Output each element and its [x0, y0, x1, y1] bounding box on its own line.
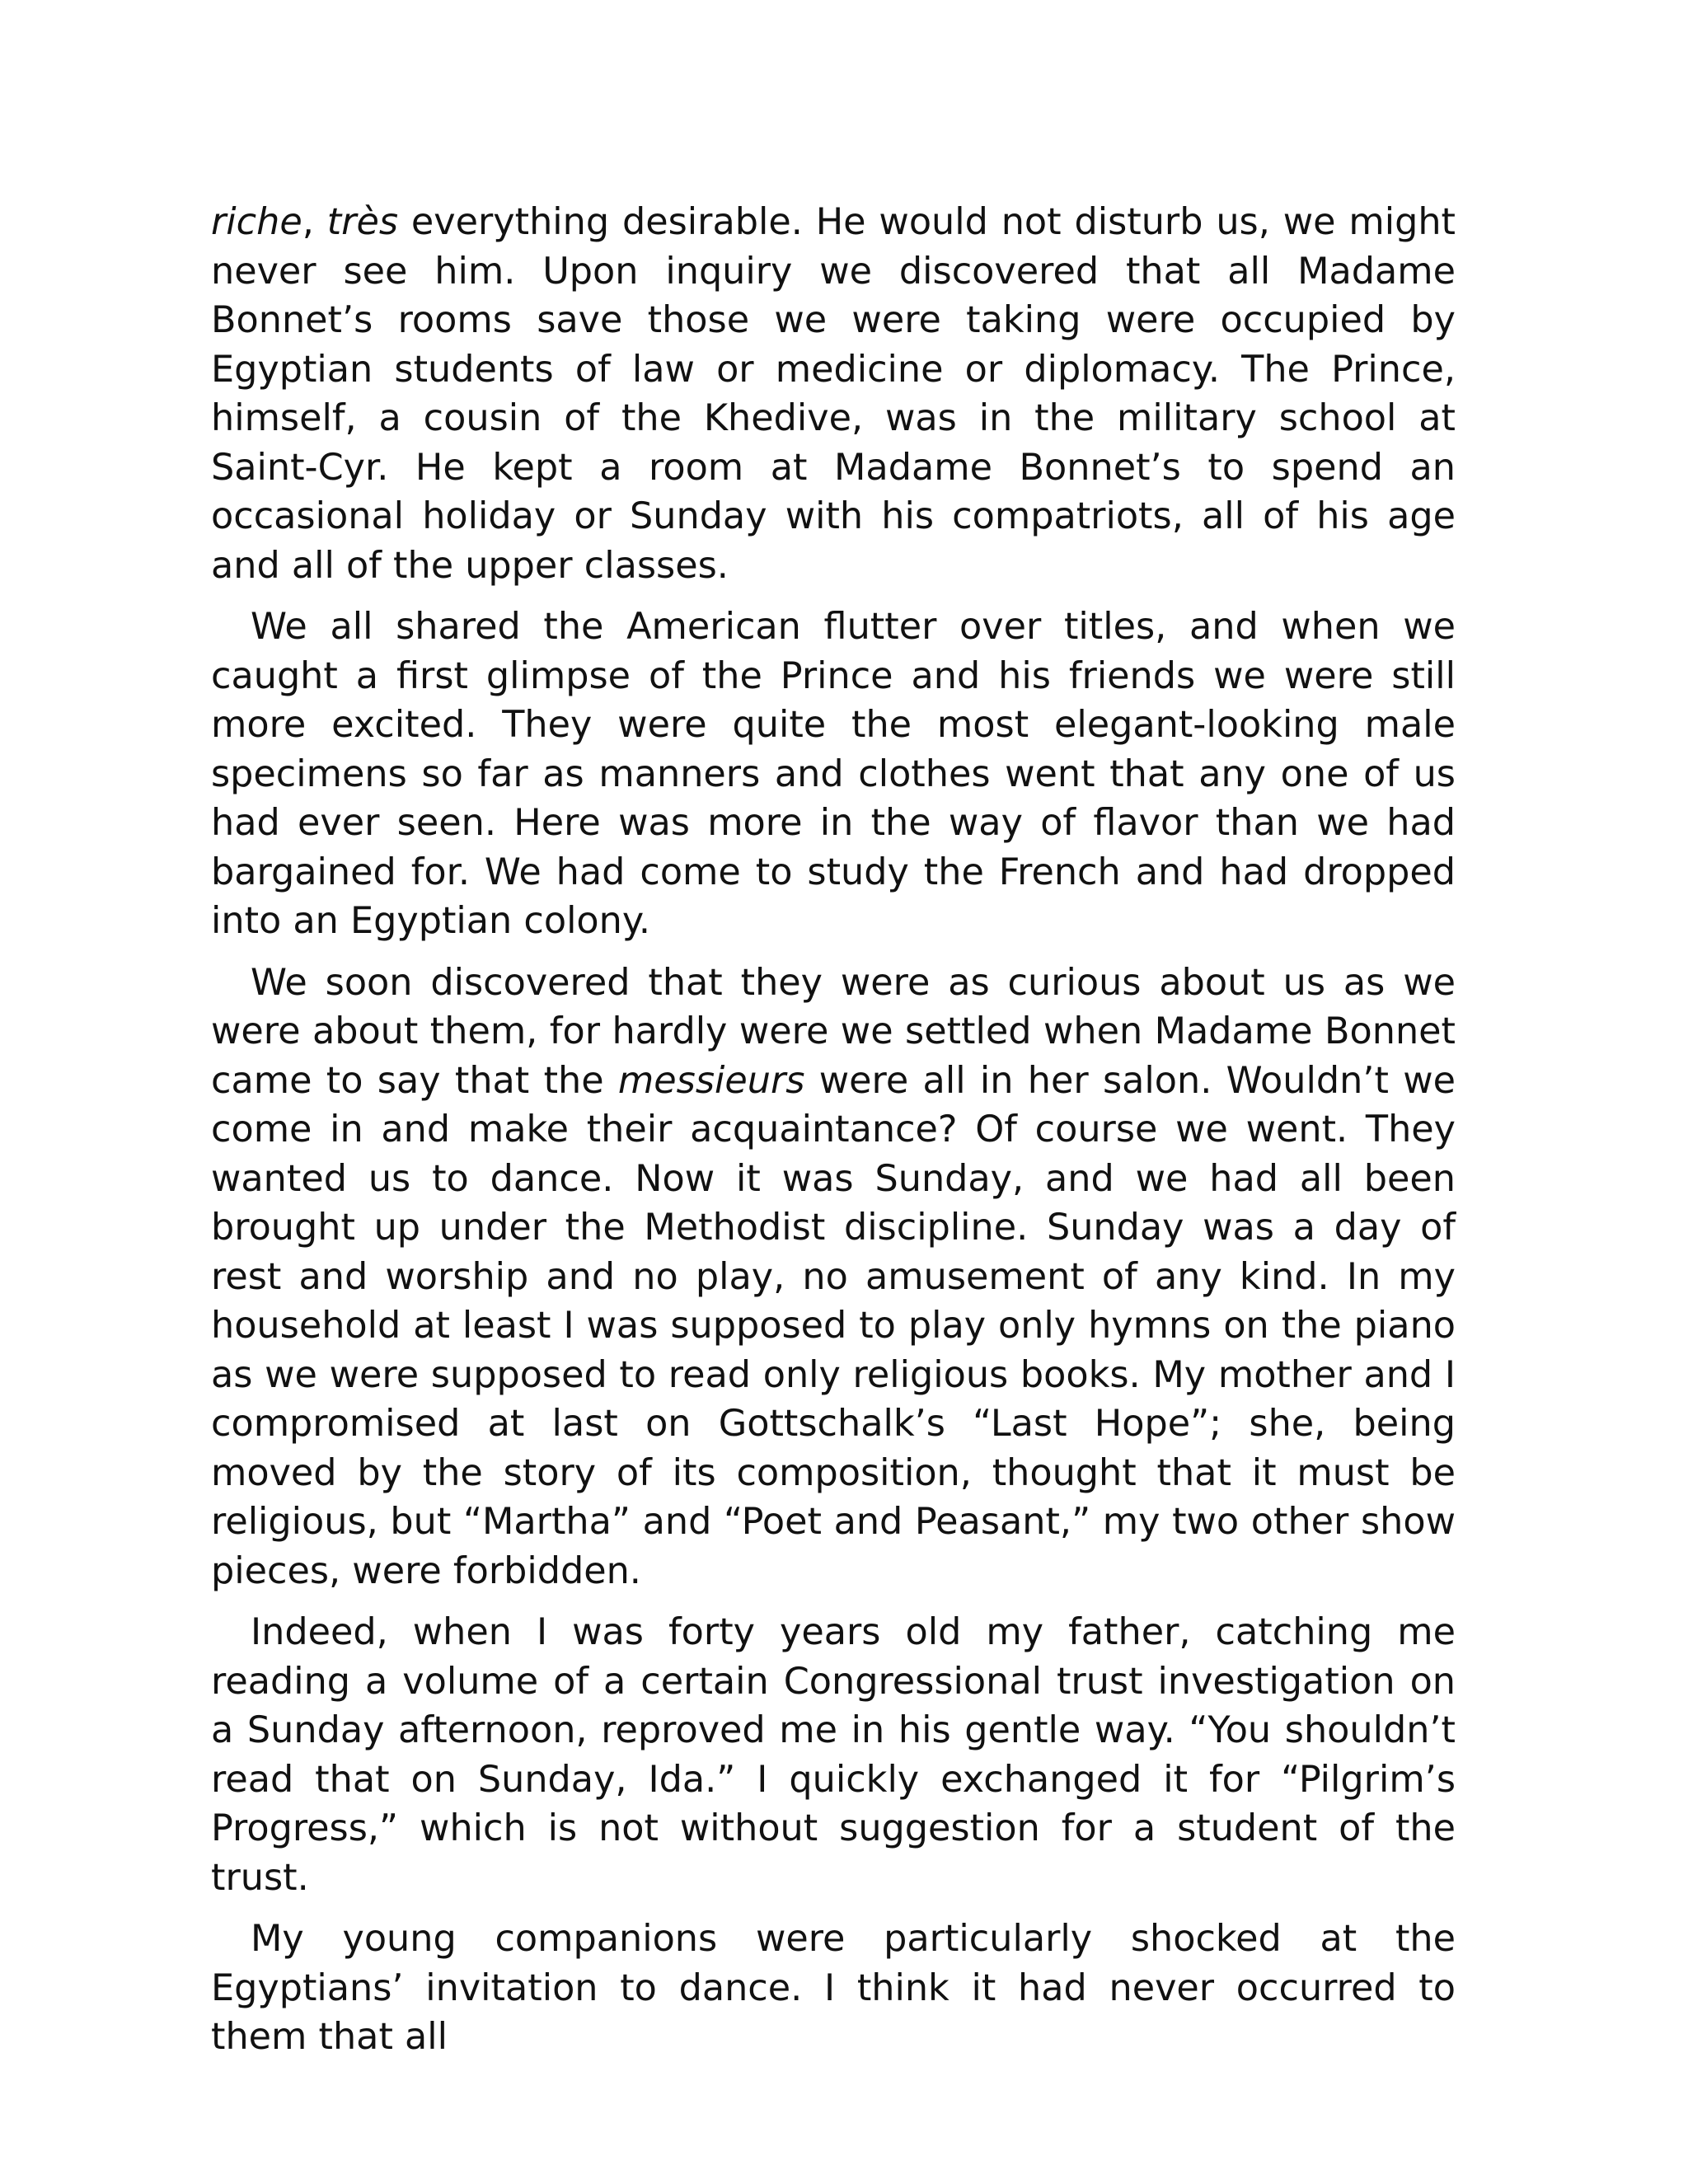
italic-text: très — [326, 201, 399, 243]
paragraph-3 — [211, 958, 1456, 1596]
paragraph-5 — [211, 1915, 1456, 2062]
text-run: My young companions were particularly shocked at the Egyptians’ invitation to dance. I think it had never occurred to them that all — [211, 1918, 1456, 2058]
text-run: were all in her salon. Wouldn’t we come in and make their acquaintance? Of course we went. They wanted us to dance. Now it was Sunday, and we had all been brought up under the Methodist discipline. Sunday was a day of rest and worship and no play, no amusement of any kind. In my household at least I was supposed to play only hymns on the piano as we were supposed to read only religious books. My mother and I compromised at last on Gottschalk’s “Last Hope”; she, being moved by the story of its composition, thought that it must be religious, but “Martha” and “Poet and Peasant,” my two other show pieces, were forbidden. — [211, 1059, 1456, 1592]
text-run: Indeed, when I was forty years old my father, catching me reading a volume of a certain Congressional trust investigation on a Sunday afternoon, reproved me in his gentle way. “You shouldn’t read that on Sunday, Ida.” I quickly exchanged it for “Pilgrim’s Progress,” which is not without suggestion for a student of the trust. — [211, 1611, 1456, 1899]
italic-text: messieurs — [617, 1059, 805, 1102]
text-run: We all shared the American flutter over titles, and when we caught a first glimpse of the Prince and his friends we were still more excited. They were quite the most elegant-looking male specimens so far as manners and clothes went that any one of us had ever seen. Here was more in the way of flavor than we had bargained for. We had come to study the French and had dropped into an Egyptian colony. — [211, 606, 1456, 942]
italic-text: riche — [211, 201, 302, 243]
page-body — [211, 198, 1456, 2062]
paragraph-1 — [211, 198, 1456, 590]
text-run: everything desirable. He would not disturb us, we might never see him. Upon inquiry we discovered that all Madame Bonnet’s rooms save those we were taking were occupied by Egyptian students of law or medicine or diplomacy. The Prince, himself, a cousin of the Khedive, was in the military school at Saint-Cyr. He kept a room at Madame Bonnet’s to spend an occasional holiday or Sunday with his compatriots, all of his age and all of the upper classes. — [211, 201, 1456, 587]
paragraph-4 — [211, 1608, 1456, 1902]
paragraph-2 — [211, 602, 1456, 946]
text-run: We soon discovered that they were as curious about us as we were about them, for hardly were we settled when Madame Bonnet came to say that the — [211, 961, 1456, 1102]
text-run: , — [302, 201, 327, 243]
